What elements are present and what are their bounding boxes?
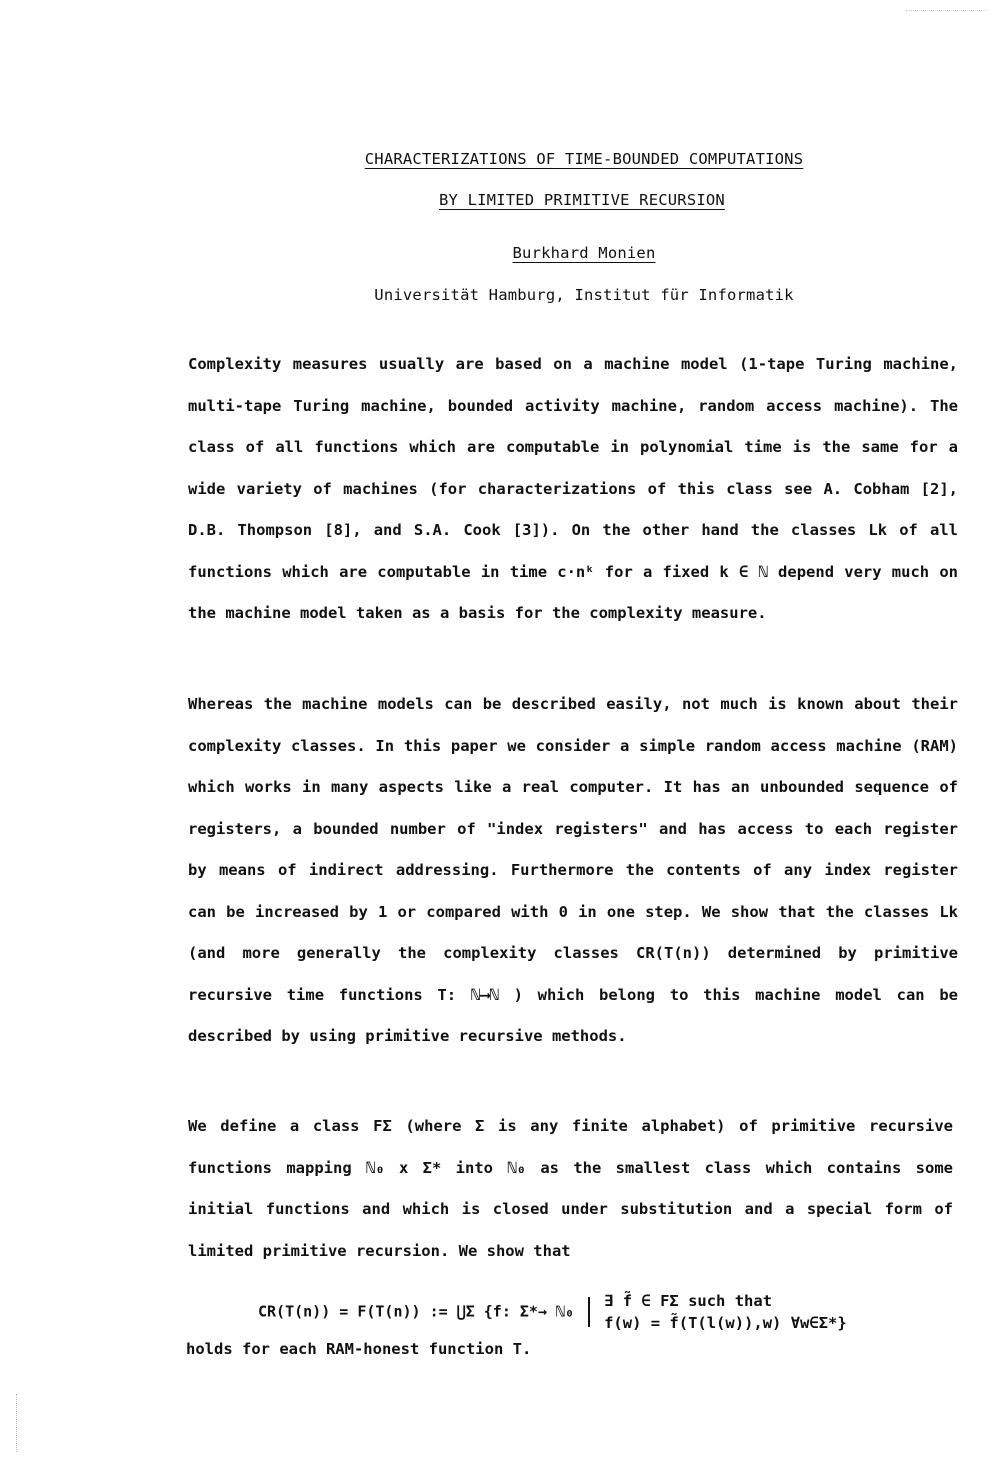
final-sentence: holds for each RAM-honest function T. xyxy=(186,1340,532,1358)
paragraph-2: Whereas the machine models can be described easily, not much is known about their complexity classes. In this paper we consider a simple random access machine (RAM) which works in many aspects like a real computer. It has an unbounded sequence of registers, a bounded number of "index registers" and has access to each register by means of indirect addressing. Furthermore the contents of any index register can be increased by 1 or compared with 0 in one step. We show that the classes Lk (and more generally the complexity classes CR(T(n)) determined by primitive recursive time functions T: ℕ⟶ℕ ) which belong to this machine model can be described by using primitive recursive methods. xyxy=(188,695,958,1045)
affiliation xyxy=(84,286,1000,304)
title-line-1 xyxy=(84,150,1000,168)
formula-condition-bottom: f(w) = f̃(T(l(w)),w) ∀w∈Σ*} xyxy=(604,1314,847,1332)
title-text-1: CHARACTERIZATIONS OF TIME-BOUNDED COMPUTATIONS xyxy=(364,150,804,168)
paragraph-1: Complexity measures usually are based on a machine model (1-tape Turing machine, multi-tape Turing machine, bounded activity machine, random access machine). The class of all functions which are computable in polynomial time is the same for a wide variety of machines (for characterizations of this class see A. Cobham [2], D.B. Thompson [8], and S.A. Cook [3]). On the other hand the classes Lk of all functions which are computable in time c·nᵏ for a fixed k ∈ ℕ depend very much on the machine model taken as a basis for the complexity measure. xyxy=(188,355,958,622)
scan-artifact xyxy=(906,10,986,17)
affiliation-text: Universität Hamburg, Institut für Informatik xyxy=(374,286,794,304)
main-formula xyxy=(258,1290,847,1334)
title-text-2: BY LIMITED PRIMITIVE RECURSION xyxy=(439,191,725,209)
formula-lhs: CR(T(n)) = F(T(n)) := ⋃Σ {f: Σ*→ ℕ₀ xyxy=(258,1302,575,1321)
title-line-2 xyxy=(82,191,1000,209)
formula-condition xyxy=(604,1290,847,1334)
paragraph-3: We define a class FΣ (where Σ is any finite alphabet) of primitive recursive functions mapping ℕ₀ x Σ* into ℕ₀ as the smallest class which contains some initial functions and which is closed under substitution and a special form of limited primitive recursion. We show that xyxy=(188,1117,953,1260)
scan-artifact-margin xyxy=(16,1394,23,1452)
author-name: Burkhard Monien xyxy=(512,244,656,262)
author xyxy=(84,244,1000,262)
formula-separator xyxy=(588,1297,590,1327)
formula-condition-top: ∃ f̃ ∈ FΣ such that xyxy=(604,1292,773,1310)
